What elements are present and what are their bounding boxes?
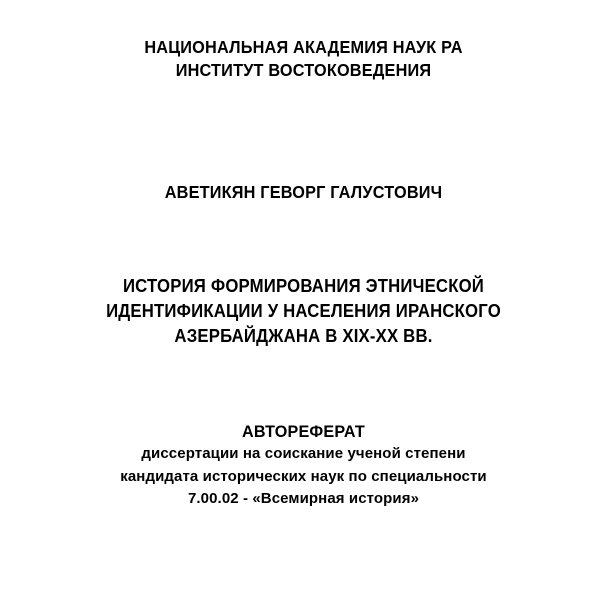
title-line-3: АЗЕРБАЙДЖАНА В XIX-XX ВВ.: [174, 326, 433, 346]
institution-header: [0, 36, 607, 82]
author-block: [0, 181, 607, 203]
specialty-code: 7.00.02 - «Всемирная история»: [187, 490, 420, 507]
title-line-2: ИДЕНТИФИКАЦИИ У НАСЕЛЕНИЯ ИРАНСКОГО: [106, 301, 501, 321]
degree-description-line-2: кандидата исторических наук по специальности: [120, 467, 487, 485]
document-type-heading: АВТОРЕФЕРАТ: [241, 422, 365, 441]
institution-name: НАЦИОНАЛЬНАЯ АКАДЕМИЯ НАУК РА: [144, 37, 463, 57]
institute-name: ИНСТИТУТ ВОСТОКОВЕДЕНИЯ: [175, 60, 432, 80]
dissertation-title: [0, 274, 607, 349]
document-type-block: [0, 421, 607, 511]
title-line-1: ИСТОРИЯ ФОРМИРОВАНИЯ ЭТНИЧЕСКОЙ: [122, 276, 485, 296]
author-name: АВЕТИКЯН ГЕВОРГ ГАЛУСТОВИЧ: [164, 182, 443, 202]
degree-description-line-1: диссертации на соискание ученой степени: [141, 445, 466, 462]
